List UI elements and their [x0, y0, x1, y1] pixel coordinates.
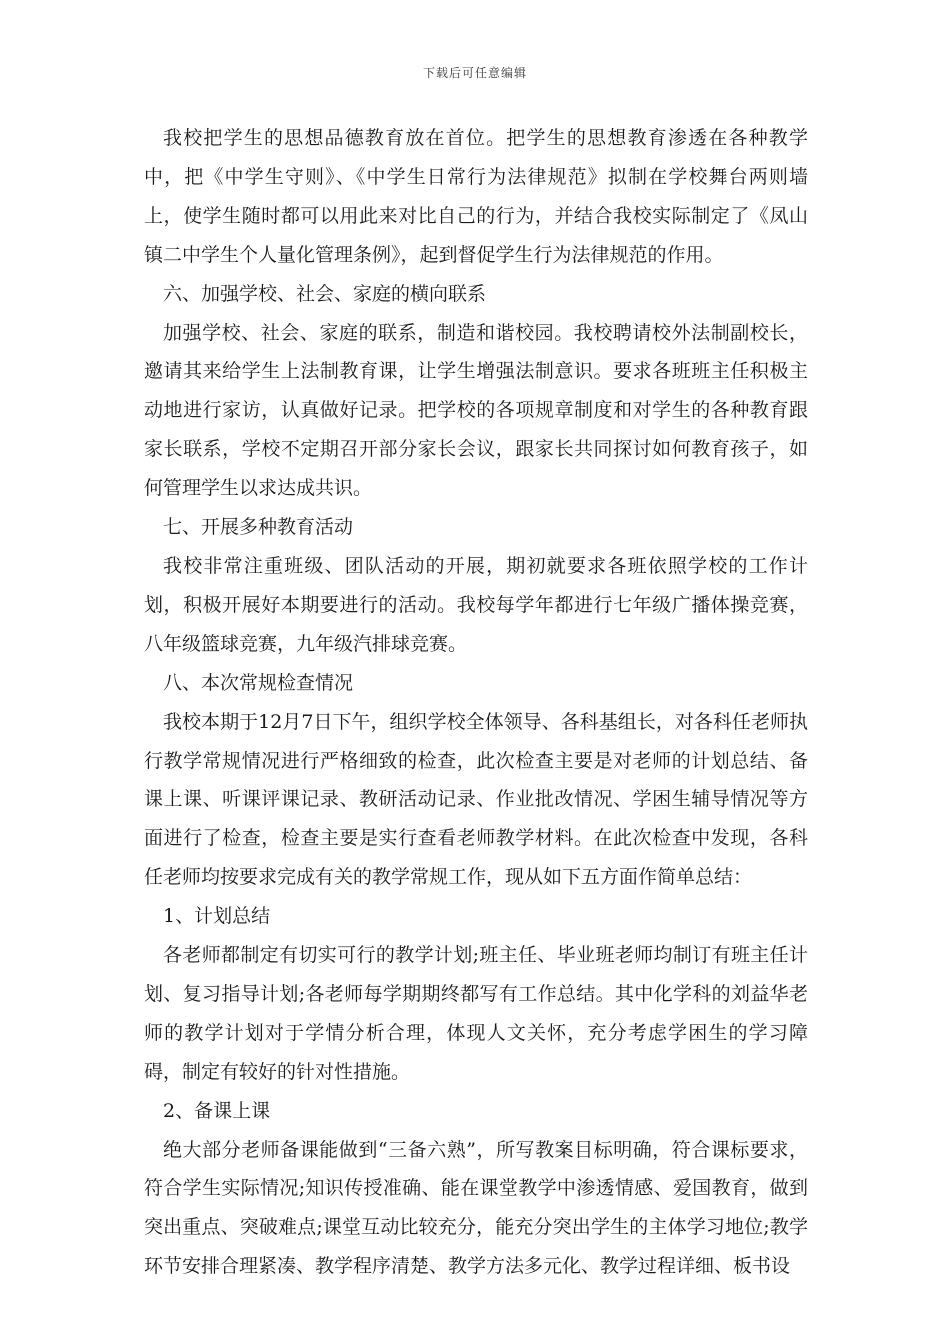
- section-heading-8: 八、本次常规检查情况: [163, 671, 354, 694]
- paragraph-routine-inspection: 我校本期于12月7日下午，组织学校全体领导、各科基组长，对各科任老师执行教学常规情况进行严格细致的检查，此次检查主要是对老师的计划总结、备课上课、听课评课记录、教研活动记录、作业批改情况、学困生辅导情况等方面进行了检查，检查主要是实行查看老师教学材料。在此次检查中发现，各科任老师均按要求完成有关的教学常规工作，现从如下五方面作简单总结：: [144, 710, 808, 889]
- paragraph-activities: 我校非常注重班级、团队活动的开展，期初就要求各班依照学校的工作计划，积极开展好本期要进行的活动。我校每学年都进行七年级广播体操竞赛，八年级篮球竞赛，九年级汽排球竞赛。: [144, 554, 808, 655]
- paragraph-plan-summary: 各老师都制定有切实可行的教学计划;班主任、毕业班老师均制订有班主任计划、复习指导计划;各老师每学期期终都写有工作总结。其中化学科的刘益华老师的教学计划对于学情分析合理，体现人文关怀，充分考虑学困生的学习障碍，制定有较好的针对性措施。: [144, 944, 808, 1083]
- paragraph-moral-education: 我校把学生的思想品德教育放在首位。把学生的思想教育渗透在各种教学中，把《中学生守则》、《中学生日常行为法律规范》拟制在学校舞台两则墙上，使学生随时都可以用此来对比自己的行为，并结合我校实际制定了《凤山镇二中学生个人量化管理条例》，起到督促学生行为法律规范的作用。: [144, 127, 808, 266]
- document-body: [144, 119, 808, 1286]
- page-header: 下载后可任意编辑: [422, 66, 527, 80]
- paragraph-lesson-prep: 绝大部分老师备课能做到“三备六熟”，所写教案目标明确，符合课标要求，符合学生实际情况;知识传授准确、能在课堂教学中渗透情感、爱国教育，做到突出重点、突破难点;课堂互动比较充分，能充分突出学生的主体学习地位;教学环节安排合理紧凑、教学程序清楚、教学方法多元化、教学过程详细、板书设: [144, 1138, 808, 1278]
- paragraph-school-family-contact: 加强学校、社会、家庭的联系，制造和谐校园。我校聘请校外法制副校长，邀请其来给学生上法制教育课，让学生增强法制意识。要求各班班主任积极主动地进行家访，认真做好记录。把学校的各项规章制度和对学生的各种教育跟家长联系，学校不定期召开部分家长会议，跟家长共同探讨如何教育孩子，如何管理学生以求达成共识。: [144, 321, 808, 500]
- subsection-heading-2: 2、备课上课: [163, 1099, 271, 1122]
- section-heading-6: 六、加强学校、社会、家庭的横向联系: [163, 282, 487, 305]
- subsection-heading-1: 1、计划总结: [163, 905, 271, 928]
- section-heading-7: 七、开展多种教育活动: [163, 516, 354, 539]
